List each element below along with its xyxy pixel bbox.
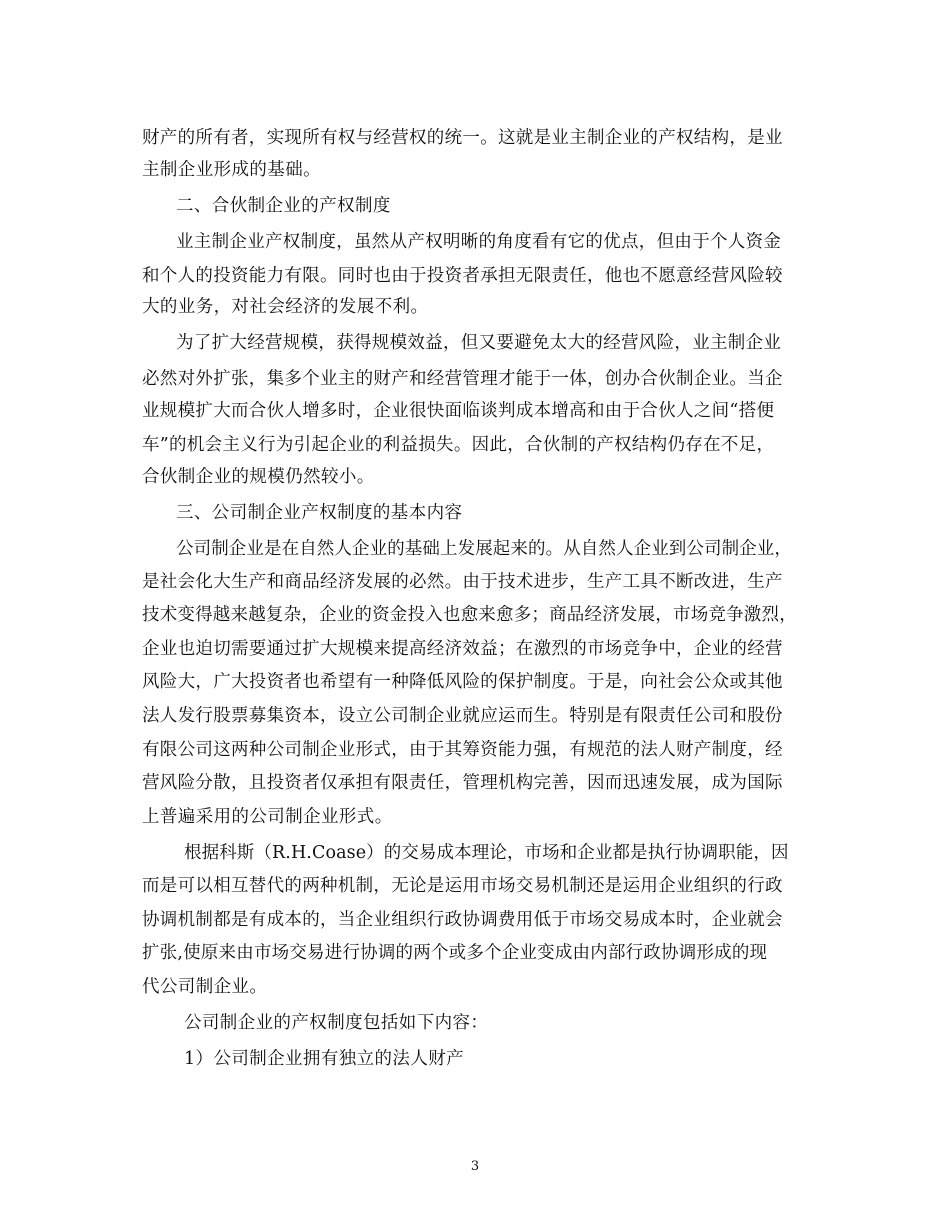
text-line: 主制企业形成的基础。 — [142, 160, 321, 180]
text-line: 技术变得越来越复杂，企业的资金投入也愈来愈多；商品经济发展，市场竞争激烈， — [142, 605, 797, 625]
text-line: 代公司制企业。 — [142, 977, 268, 997]
section-heading: 二、合伙制企业的产权制度 — [176, 196, 391, 216]
text-line: 协调机制都是有成本的，当企业组织行政协调费用低于市场交易成本时，企业就会 — [142, 910, 783, 930]
text-line: 公司制企业的产权制度包括如下内容： — [184, 1013, 489, 1033]
text-line: 法人发行股票募集资本，设立公司制企业就应运而生。特别是有限责任公司和股份 — [142, 706, 783, 726]
text-line: 公司制企业是在自然人企业的基础上发展起来的。从自然人企业到公司制企业， — [176, 539, 792, 559]
text-line: 大的业务，对社会经济的发展不利。 — [142, 297, 429, 317]
list-item: 1）公司制企业拥有独立的法人财产 — [184, 1049, 465, 1069]
text-line: 是社会化大生产和商品经济发展的必然。由于技术进步，生产工具不断改进，生产 — [142, 572, 783, 592]
text-line: 车”的机会主义行为引起企业的利益损失。因此，合伙制的产权结构仍存在不足， — [142, 435, 775, 455]
text-line: 财产的所有者，实现所有权与经营权的统一。这就是业主制企业的产权结构，是业 — [142, 128, 783, 148]
text-line: 上普遍采用的公司制企业形式。 — [142, 807, 393, 827]
text-line: 根据科斯（R.H.Coase）的交易成本理论，市场和企业都是执行协调职能，因 — [184, 843, 789, 863]
text-line: 扩张,使原来由市场交易进行协调的两个或多个企业变成由内部行政协调形成的现 — [142, 943, 768, 963]
text-line: 营风险分散，且投资者仅承担有限责任，管理机构完善，因而迅速发展，成为国际 — [142, 773, 783, 793]
text-line: 而是可以相互替代的两种机制，无论是运用市场交易机制还是运用企业组织的行政 — [142, 876, 783, 896]
text-line: 合伙制企业的规模仍然较小。 — [142, 467, 375, 487]
text-line: 企业也迫切需要通过扩大规模来提高经济效益；在激烈的市场竞争中，企业的经营 — [142, 639, 783, 659]
text-line: 必然对外扩张，集多个业主的财产和经营管理才能于一体，创办合伙制企业。当企 — [142, 369, 783, 389]
text-line: 业主制企业产权制度，虽然从产权明晰的角度看有它的优点，但由于个人资金 — [176, 232, 782, 252]
text-line: 为了扩大经营规模，获得规模效益，但又要避免太大的经营风险，业主制企业 — [176, 333, 782, 353]
page-number: 3 — [470, 1159, 480, 1174]
section-heading: 三、公司制企业产权制度的基本内容 — [176, 503, 463, 523]
text-line: 业规模扩大而合伙人增多时，企业很快面临谈判成本增高和由于合伙人之间“搭便 — [142, 401, 775, 421]
text-line: 和个人的投资能力有限。同时也由于投资者承担无限责任，他也不愿意经营风险较 — [142, 266, 783, 286]
text-line: 有限公司这两种公司制企业形式，由于其筹资能力强，有规范的法人财产制度，经 — [142, 740, 783, 760]
text-line: 风险大，广大投资者也希望有一种降低风险的保护制度。于是，向社会公众或其他 — [142, 672, 783, 692]
